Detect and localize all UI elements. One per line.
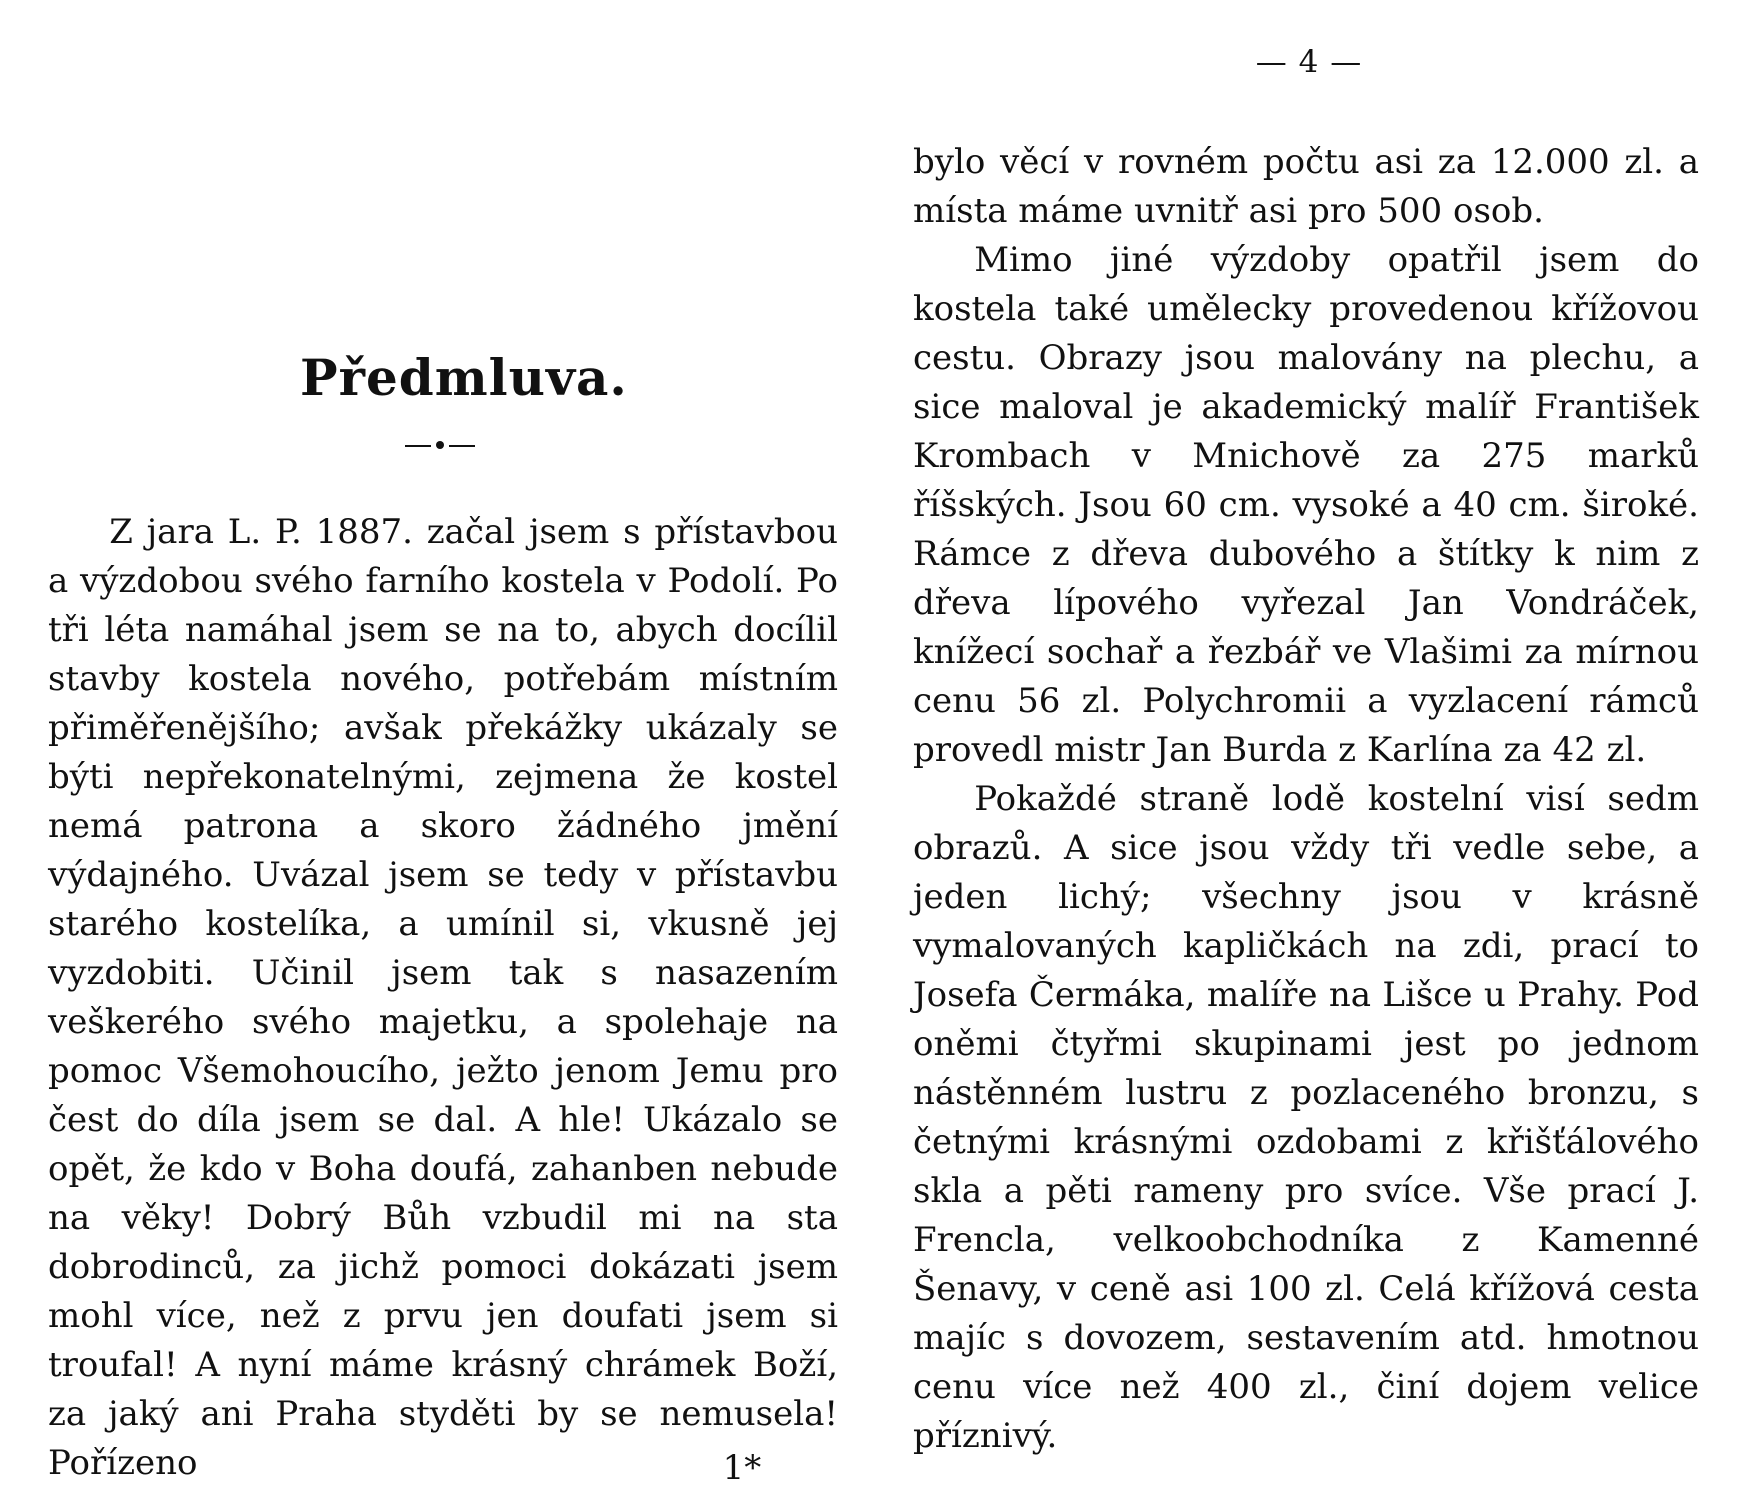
right-paragraph-2: Mimo jiné výzdoby opatřil jsem do kostela také umělecky provedenou křížovou cestu. Obrazy jsou malovány na plechu, a sice maloval je akademický malíř František Krombach v Mnichově za 275 marků říšských. Jsou 60 cm. vysoké a 40 cm. široké. Rámce z dřeva dubového a štítky k nim z dřeva lípového vyřezal Jan Vondráček, knížecí sochař a řezbář ve Vlašimi za mírnou cenu 56 zl. Polychromii a vyzlacení rámců provedl mistr Jan Burda z Karlína za 42 zl. — [913, 240, 1699, 770]
right-text-column — [913, 138, 1699, 1461]
right-paragraph-1: bylo věcí v rovném počtu asi za 12.000 zl. a místa máme uvnitř asi pro 500 osob. — [913, 142, 1699, 231]
page-number: — 4 — — [1255, 44, 1363, 80]
page-title: Předmluva. — [300, 348, 628, 407]
right-paragraph-3: Pokaždé straně lodě kostelní visí sedm obrazů. A sice jsou vždy tři vedle sebe, a jeden lichý; všechny jsou v krásně vymalovaných kapličkách na zdi, prací to Josefa Čermáka, malíře na Lišce u Prahy. Pod oněmi čtyřmi skupinami jest po jednom nástěnném lustru z pozlaceného bronzu, s četnými krásnými ozdobami z křišťálového skla a pěti rameny pro svíce. Vše prací J. Frencla, velkoobchodníka z Kamenné Šenavy, v ceně asi 100 zl. Celá křížová cesta majíc s dovozem, sestavením atd. hmotnou cenu více než 400 zl., činí dojem velice příznivý. — [913, 779, 1699, 1456]
ornament-line-right — [449, 445, 475, 447]
left-paragraph-1: Z jara L. P. 1887. začal jsem s přístavbou a výzdobou svého farního kostela v Podolí. Po tři léta namáhal jsem se na to, abych docílil stavby kostela nového, potřebám místním přiměřenějšího; avšak překážky ukázaly se býti nepřekonatelnými, zejmena že kostel nemá patrona a skoro žádného jmění výdajného. Uvázal jsem se tedy v přístavbu starého kostelíka, a umínil si, vkusně jej vyzdobiti. Učinil jsem tak s nasazením veškerého svého majetku, a spolehaje na pomoc Všemohoucího, ježto jenom Jemu pro čest do díla jsem se dal. A hle! Ukázalo se opět, že kdo v Boha doufá, zahanben nebude na věky! Dobrý Bůh vzbudil mi na sta dobrodinců, za jichž pomoci dokázati jsem mohl více, než z prvu jen doufati jsem si troufal! A nyní máme krásný chrámek Boží, za jaký ani Praha styděti by se nemusela! Pořízeno — [48, 512, 838, 1483]
ornament-line-left — [405, 445, 431, 447]
left-text-column — [48, 508, 838, 1488]
ornament-dot — [436, 441, 444, 449]
signature-mark: 1* — [722, 1448, 762, 1488]
ornament-divider-icon — [405, 438, 475, 452]
